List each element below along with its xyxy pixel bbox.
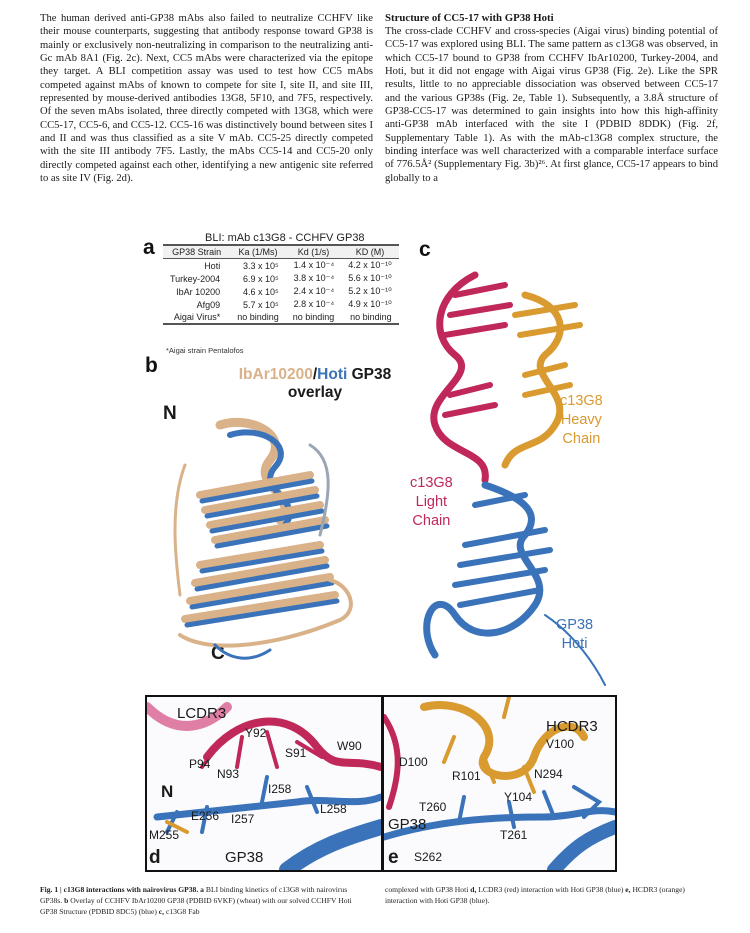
left-text-column bbox=[40, 12, 373, 185]
table-cell: 5.6 x 10⁻¹⁰ bbox=[348, 273, 392, 283]
table-row bbox=[163, 285, 399, 298]
residue-label: Y104 bbox=[504, 790, 533, 804]
caption-e-marker: e, bbox=[625, 885, 631, 894]
light-chain-label-2: Light bbox=[415, 494, 448, 510]
panel-label-a: a bbox=[143, 236, 155, 259]
caption-a-marker: a bbox=[200, 885, 204, 894]
light-chain-label-1: c13G8 bbox=[410, 475, 453, 491]
table-cell: Afg09 bbox=[196, 299, 221, 310]
residue-label: D100 bbox=[399, 755, 428, 769]
residue-label: E256 bbox=[191, 809, 220, 823]
inset-e-gp38-label: GP38 bbox=[388, 816, 427, 833]
right-paragraph: The cross-clade CCHFV and cross-species (Aigai virus) binding potential of CC5-17 was explored using BLI. The same pattern as c13G8 was observed, in which CC5-17 bound to GP38 from CCHFV IbAr10200, Turkey-2004, and Hoti, but it did not engage with Aigai virus GP38 (Fig. 2e). Like the SPR results, little to no appreciable dissociation was observed between CC5-17 and the various GP38s (Fig. 2e, Table 1). Subsequently, a 3.8Å structure of GP38-CC5-17 was determined to gain insights into how this high-affinity anti-GP38 mAb interfaced with the site I (PDBID 8DDK) (Fig. 2f, Supplementary Table 1). As with the mAb-c13G8 complex structure, the binding interface was well characterized with a comparable interface surface of 776.5Å² (Supplementary Fig. 3b)²⁶. At first glance, CC5-17 appears to bind globally to a bbox=[385, 26, 718, 184]
figure-caption-left bbox=[40, 884, 370, 917]
table-cell: 6.9 x 10⁵ bbox=[242, 273, 279, 284]
overlay-title-line2: overlay bbox=[287, 384, 343, 401]
residue-label: M255 bbox=[149, 828, 180, 842]
residue-label: V100 bbox=[546, 737, 575, 751]
overlay-title-sep: / bbox=[312, 366, 318, 383]
overlay-c-terminus-label: C bbox=[211, 643, 225, 664]
table-cell: no binding bbox=[341, 311, 398, 324]
table-cell: Hoti bbox=[204, 260, 221, 271]
heavy-chain-label-2: Heavy bbox=[560, 412, 602, 428]
table-header: Ka (1/Ms) bbox=[230, 245, 286, 259]
table-cell: 5.2 x 10⁻¹⁰ bbox=[348, 286, 392, 296]
table-cell: Aigai Virus* bbox=[163, 311, 230, 324]
caption-b-marker: b bbox=[64, 896, 69, 905]
residue-label: S262 bbox=[414, 850, 443, 864]
section-heading: Structure of CC5-17 with GP38 Hoti bbox=[385, 12, 554, 24]
caption-d-marker: d, bbox=[470, 885, 477, 894]
inset-e-hcdr3-interaction bbox=[382, 695, 617, 872]
inset-d-lcdr3-interaction bbox=[145, 695, 383, 872]
gp38-hoti-label bbox=[556, 616, 593, 654]
gp38-overlay-structure bbox=[160, 405, 390, 680]
bli-kinetics-table bbox=[163, 244, 399, 325]
heavy-chain-label-3: Chain bbox=[562, 431, 601, 447]
panel-label-e: e bbox=[388, 847, 399, 868]
lcdr3-structure bbox=[147, 697, 381, 870]
caption-text-e: HCDR3 (orange) interaction with Hoti GP38 (blue). bbox=[385, 885, 685, 905]
residue-label: Y92 bbox=[245, 726, 267, 740]
caption-text-a: BLI binding kinetics of c13G8 with nairovirus GP38s. bbox=[40, 885, 348, 905]
residue-label: T261 bbox=[500, 828, 528, 842]
caption-c-marker: c, bbox=[158, 907, 165, 916]
caption-text-b: Overlay of CCHFV IbAr10200 GP38 (PDBID 6VKF) (wheat) with our solved CCHFV Hoti GP38 Structure (PDBID 8DC5) (blue) bbox=[40, 896, 352, 916]
overlay-title-ibar: IbAr10200 bbox=[238, 366, 313, 383]
residue-label: I257 bbox=[231, 812, 255, 826]
heavy-chain-label bbox=[560, 392, 603, 449]
table-cell: 3.8 x 10⁻⁴ bbox=[293, 273, 335, 283]
table-cell: 2.8 x 10⁻⁴ bbox=[293, 299, 335, 309]
table-header: Kd (1/s) bbox=[286, 245, 342, 259]
table-cell: no binding bbox=[286, 311, 342, 324]
residue-label: L258 bbox=[320, 802, 347, 816]
table-cell: 4.9 x 10⁻¹⁰ bbox=[348, 299, 392, 309]
table-cell: 1.4 x 10⁻⁴ bbox=[293, 260, 335, 270]
table-cell: 5.7 x 10⁵ bbox=[242, 299, 279, 310]
overlay-title-gp38: GP38 bbox=[347, 366, 392, 383]
caption-text-d: LCDR3 (red) interaction with Hoti GP38 (blue) bbox=[478, 885, 624, 894]
residue-label: I258 bbox=[268, 782, 292, 796]
hcdr3-title: HCDR3 bbox=[546, 718, 598, 735]
table-row bbox=[163, 259, 399, 273]
table-row bbox=[163, 298, 399, 311]
residue-label: N93 bbox=[217, 767, 240, 781]
caption-text-c-cont: complexed with GP38 Hoti bbox=[385, 885, 469, 894]
table-cell: IbAr 10200 bbox=[176, 286, 221, 297]
light-chain-label-3: Chain bbox=[412, 513, 451, 529]
gp38-hoti-label-1: GP38 bbox=[556, 617, 594, 633]
residue-label: P94 bbox=[189, 757, 211, 771]
caption-title: Fig. 1 | c13G8 interactions with nairovirus GP38. bbox=[40, 885, 199, 894]
panel-label-d: d bbox=[149, 847, 161, 868]
table-header-row bbox=[163, 245, 399, 259]
residue-label: N294 bbox=[534, 767, 563, 781]
residue-label: W90 bbox=[337, 739, 362, 753]
caption-text-c: c13G8 Fab bbox=[165, 907, 200, 916]
table-footnote: *Aigai strain Pentalofos bbox=[166, 346, 244, 355]
gp38-hoti-label-2: Hoti bbox=[561, 636, 588, 652]
overlay-title-hoti: Hoti bbox=[317, 366, 348, 383]
table-row bbox=[163, 272, 399, 285]
table-cell: 4.6 x 10⁵ bbox=[242, 286, 279, 297]
left-paragraph: The human derived anti-GP38 mAbs also failed to neutralize CCHFV like their mouse counterparts, suggesting that antibody response toward GP38 is mainly or exclusively non-neutralizing in comparison to the neutralizing anti-Gc mAb 8A1 (Fig. 2c). Next, CC5 mAbs were characterized via the epitope they target. A BLI competition assay was used to test how CC5 mAbs competed against mAbs of known to compete for site I, site II, and site III, represented by mouse-derived antibodies 13G8, 5F10, and 7F5, respectively. Of the seven mAbs isolated, three directly competed with 13G8, which were CC5-17, CC5-6, and CC5-12. CC5-16 was distinctively bound between sites I and II and was thus classified as a site V mAb. CC5-25 directly competed with the site III antibody 7F5. Lastly, the mAbs CC5-14 and CC5-20 only directly competed against each other, identifying a new antigenic site referred to as site IV (Fig. 2d). bbox=[40, 13, 373, 185]
residue-label: S91 bbox=[285, 746, 307, 760]
panel-label-c: c bbox=[419, 238, 431, 261]
figure-caption-right bbox=[385, 884, 715, 906]
table-cell: Turkey-2004 bbox=[170, 273, 221, 284]
residue-label: R101 bbox=[452, 769, 481, 783]
light-chain-label bbox=[410, 474, 453, 531]
table-row bbox=[163, 311, 399, 324]
table-cell: 3.3 x 10⁵ bbox=[242, 260, 279, 271]
table-cell: no binding bbox=[230, 311, 286, 324]
residue-label: T260 bbox=[419, 800, 447, 814]
table-cell: 4.2 x 10⁻¹⁰ bbox=[348, 260, 392, 270]
table-cell: 2.4 x 10⁻⁴ bbox=[293, 286, 335, 296]
right-text-column bbox=[385, 12, 718, 185]
table-header: KD (M) bbox=[341, 245, 398, 259]
table-title: BLI: mAb c13G8 - CCHFV GP38 bbox=[205, 232, 365, 244]
inset-d-n-label: N bbox=[161, 782, 174, 801]
panel-label-b: b bbox=[145, 354, 158, 377]
heavy-chain-label-1: c13G8 bbox=[560, 393, 603, 409]
lcdr3-title: LCDR3 bbox=[177, 705, 227, 722]
table-header: GP38 Strain bbox=[163, 245, 230, 259]
overlay-n-terminus-label: N bbox=[163, 403, 177, 424]
inset-d-gp38-label: GP38 bbox=[225, 849, 264, 866]
